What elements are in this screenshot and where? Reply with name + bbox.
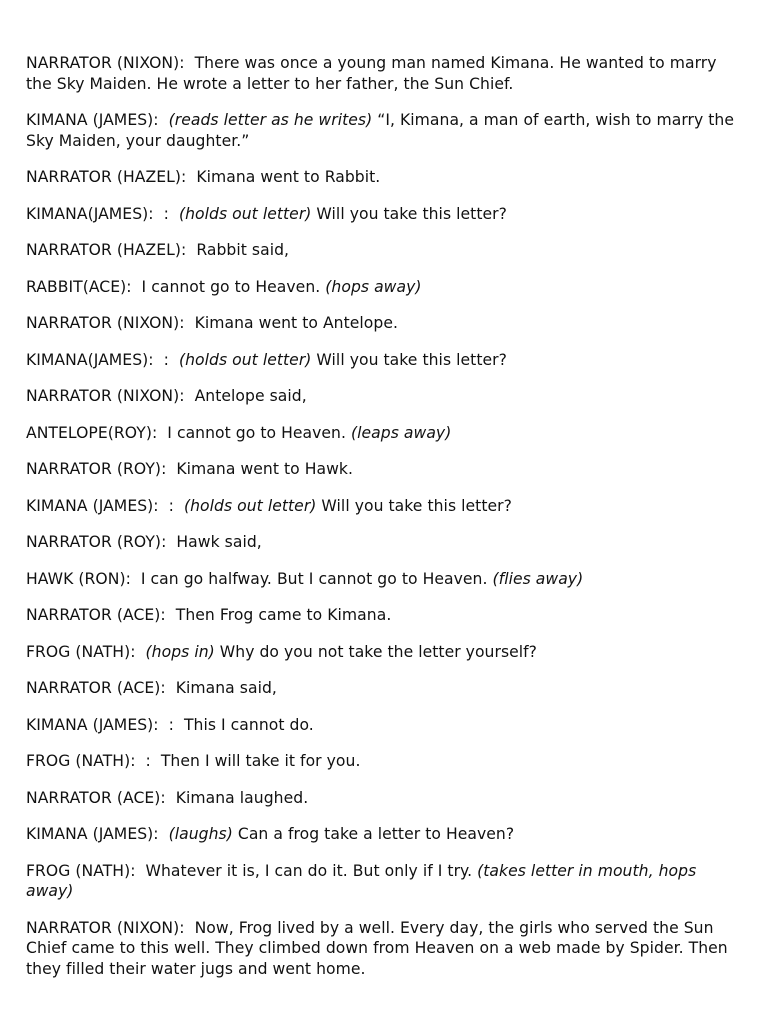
speaker-label: NARRATOR (HAZEL): [26,168,187,186]
dialogue-text: Will you take this letter? [311,350,507,369]
speaker-label: NARRATOR (ACE): [26,788,166,807]
speaker-label: RABBIT(ACE): [26,277,132,296]
speaker-label: FROG (NATH): [26,642,136,661]
stage-direction: (takes letter in mouth, hops away) [26,861,702,900]
script-line [26,386,742,407]
dialogue-text [159,111,169,129]
stage-direction: (hops away) [325,277,422,296]
script-line [26,110,742,151]
dialogue-text: : Then I will take it for you. [135,752,361,770]
dialogue-text: Kimana went to Antelope. [184,314,398,332]
script-line [26,715,742,736]
dialogue-text: Will you take this letter? [311,204,507,223]
dialogue-text: I cannot go to Heaven. [157,423,352,442]
script-line [26,496,742,517]
speaker-label: KIMANA (JAMES): [26,111,159,129]
dialogue-text: Kimana went to Hawk. [166,460,354,478]
dialogue-text: Kimana laughed. [165,788,309,807]
dialogue-text: Whatever it is, I can do it. But only if I try. [135,861,478,880]
dialogue-text: Antelope said, [184,387,307,405]
script-line [26,532,742,553]
speaker-label: HAWK (RON): [26,569,131,588]
script-line [26,350,742,371]
speaker-label: NARRATOR (HAZEL): [26,241,187,259]
stage-direction: (holds out letter) [178,204,312,223]
speaker-label: NARRATOR (ACE): [26,606,166,624]
script-line [26,53,742,94]
script-page [26,53,742,995]
dialogue-text: : This I cannot do. [158,715,314,734]
speaker-label: FROG (NATH): [26,861,136,880]
dialogue-text: Hawk said, [166,533,262,551]
stage-direction: (holds out letter) [183,496,317,515]
stage-direction: (holds out letter) [178,350,312,369]
speaker-label: NARRATOR (ROY): [26,460,167,478]
dialogue-text: Rabbit said, [186,241,290,259]
script-line [26,861,742,902]
dialogue-text [159,825,169,843]
dialogue-text: Will you take this letter? [316,496,512,515]
speaker-label: NARRATOR (NIXON): [26,918,185,937]
dialogue-text: Then Frog came to Kimana. [165,606,392,624]
script-line [26,204,742,225]
dialogue-text [136,643,146,661]
speaker-label: NARRATOR (ROY): [26,533,167,551]
script-line [26,678,742,699]
stage-direction: (flies away) [492,569,584,588]
script-line [26,788,742,809]
speaker-label: NARRATOR (NIXON): [26,314,185,332]
script-line [26,918,742,980]
speaker-label: NARRATOR (NIXON): [26,54,185,72]
script-line [26,167,742,188]
script-line [26,569,742,590]
script-line [26,459,742,480]
script-line [26,277,742,298]
speaker-label: NARRATOR (NIXON): [26,387,185,405]
speaker-label: ANTELOPE(ROY): [26,423,158,442]
dialogue-text: Kimana said, [165,679,277,697]
dialogue-text: I cannot go to Heaven. [131,277,326,296]
stage-direction: (laughs) [168,825,233,843]
speaker-label: KIMANA (JAMES): [26,715,159,734]
dialogue-text: Why do you not take the letter yourself? [214,642,538,661]
speaker-label: KIMANA(JAMES): [26,204,154,223]
dialogue-text: Now, Frog lived by a well. Every day, the girls who served the Sun Chief came to this well. They climbed down from Heaven on a web made by Spider. Then they filled their water jugs and went home. [26,918,733,978]
stage-direction: (reads letter as he writes) [168,111,373,129]
dialogue-text: There was once a young man named Kimana. He wanted to marry the Sky Maiden. He wrote a letter to her father, the Sun Chief. [26,54,722,93]
dialogue-text: “I, Kimana, a man of earth, wish to marry the Sky Maiden, your daughter.” [26,111,740,150]
dialogue-text: : [153,204,179,223]
script-line [26,824,742,845]
script-line [26,313,742,334]
stage-direction: (hops in) [145,642,215,661]
dialogue-text: Can a frog take a letter to Heaven? [232,825,515,843]
speaker-label: KIMANA(JAMES): [26,350,154,369]
dialogue-text: I can go halfway. But I cannot go to Heaven. [130,569,493,588]
script-line [26,240,742,261]
dialogue-text: : [153,350,179,369]
speaker-label: NARRATOR (ACE): [26,679,166,697]
script-line [26,642,742,663]
stage-direction: (leaps away) [351,423,452,442]
dialogue-text: Kimana went to Rabbit. [186,168,381,186]
script-line [26,605,742,626]
speaker-label: KIMANA (JAMES): [26,496,159,515]
dialogue-text: : [158,496,184,515]
speaker-label: KIMANA (JAMES): [26,825,159,843]
script-line [26,423,742,444]
speaker-label: FROG (NATH): [26,752,136,770]
script-line [26,751,742,772]
